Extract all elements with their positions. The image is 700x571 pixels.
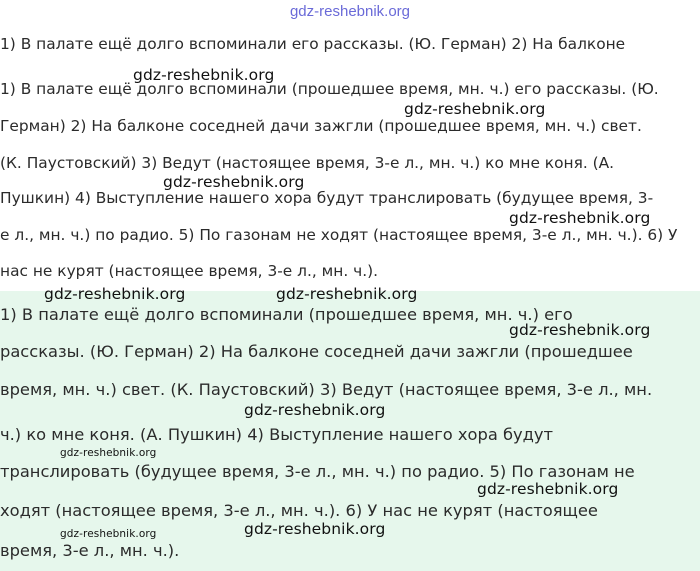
green-line-4: ч.) ко мне коня. (А. Пушкин) 4) Выступление нашего хора будут [0, 425, 554, 444]
answer-line-4: Пушкин) 4) Выступление нашего хора будут транслировать (будущее время, 3- [0, 189, 654, 207]
watermark: gdz-reshebnik.org [44, 285, 186, 303]
watermark: gdz-reshebnik.org [477, 480, 619, 498]
watermark: gdz-reshebnik.org [244, 401, 386, 419]
green-line-5: транслировать (будущее время, 3-е л., мн. ч.) по радио. 5) По газонам не [0, 462, 635, 481]
watermark: gdz-reshebnik.org [509, 321, 651, 339]
green-line-3: время, мн. ч.) свет. (К. Паустовский) 3) Ведут (настоящее время, 3-е л., мн. [0, 380, 653, 399]
watermark: gdz-reshebnik.org [404, 100, 546, 118]
watermark: gdz-reshebnik.org [244, 520, 386, 538]
watermark: gdz-reshebnik.org [276, 285, 418, 303]
green-line-2: рассказы. (Ю. Герман) 2) На балконе соседней дачи зажгли (прошедшее [0, 342, 633, 361]
green-line-7: время, 3-е л., мн. ч.). [0, 541, 180, 560]
watermark: gdz-reshebnik.org [163, 173, 305, 191]
watermark: gdz-reshebnik.org [60, 447, 157, 459]
answer-line-5: е л., мн. ч.) по радио. 5) По газонам не ходят (настоящее время, 3-е л., мн. ч.). 6) У [0, 226, 678, 244]
green-line-6: ходят (настоящее время, 3-е л., мн. ч.). 6) У нас не курят (настоящее [0, 501, 598, 520]
green-line-1: 1) В палате ещё долго вспоминали (прошедшее время, мн. ч.) его [0, 305, 573, 324]
task-line: 1) В палате ещё долго вспоминали его рассказы. (Ю. Герман) 2) На балконе [0, 35, 626, 53]
answer-line-1: 1) В палате ещё долго вспоминали (прошедшее время, мн. ч.) его рассказы. (Ю. [0, 80, 659, 98]
answer-line-6: нас не курят (настоящее время, 3-е л., мн. ч.). [0, 262, 379, 280]
watermark: gdz-reshebnik.org [509, 209, 651, 227]
answer-line-2: Герман) 2) На балконе соседней дачи зажгли (прошедшее время, мн. ч.) свет. [0, 117, 642, 135]
header-watermark: gdz-reshebnik.org [289, 3, 411, 20]
watermark: gdz-reshebnik.org [60, 528, 157, 540]
watermark: gdz-reshebnik.org [133, 66, 275, 84]
answer-line-3: (К. Паустовский) 3) Ведут (настоящее время, 3-е л., мн. ч.) ко мне коня. (А. [0, 154, 615, 172]
